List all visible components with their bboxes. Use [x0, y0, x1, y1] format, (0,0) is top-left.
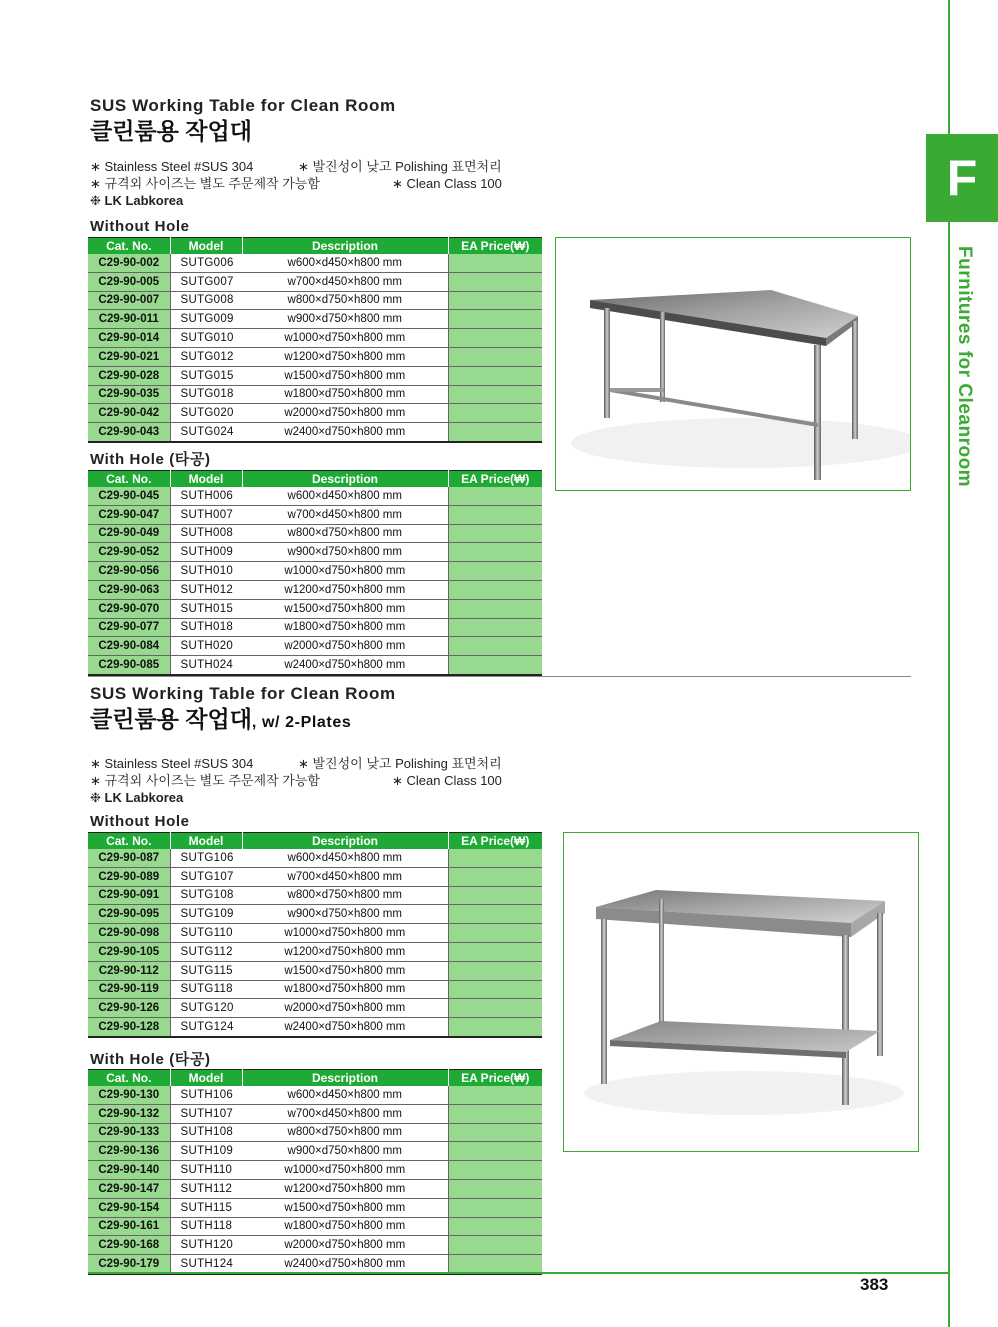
price-cell [448, 942, 542, 961]
table-header-row [88, 833, 542, 850]
model-cell: SUTH007 [170, 505, 242, 524]
header-price: EA Price(₩) [448, 1070, 542, 1087]
price-cell [448, 272, 542, 291]
model-cell: SUTH118 [170, 1217, 242, 1236]
price-cell [448, 254, 542, 272]
price-cell [448, 999, 542, 1018]
cat-no-cell: C29-90-077 [88, 618, 170, 637]
header-cat-no: Cat. No. [88, 833, 170, 850]
cat-no-cell: C29-90-005 [88, 272, 170, 291]
subtitle-with-hole: With Hole (타공) [90, 451, 211, 468]
model-cell: SUTG110 [170, 924, 242, 943]
product-photo-table-2-plates [563, 832, 919, 1152]
price-cell [448, 291, 542, 310]
chapter-tab [926, 134, 998, 222]
model-cell: SUTH020 [170, 637, 242, 656]
cat-no-cell: C29-90-147 [88, 1179, 170, 1198]
header-description: Description [242, 238, 448, 255]
header-price: EA Price(₩) [448, 471, 542, 488]
table-row [88, 580, 542, 599]
price-cell [448, 524, 542, 543]
price-cell [448, 961, 542, 980]
cat-no-cell: C29-90-052 [88, 543, 170, 562]
cat-no-cell: C29-90-140 [88, 1161, 170, 1180]
description-cell: w900×d750×h800 mm [242, 905, 448, 924]
table-row [88, 272, 542, 291]
section-separator [88, 676, 911, 677]
cat-no-cell: C29-90-042 [88, 404, 170, 423]
table-row [88, 1142, 542, 1161]
model-cell: SUTH107 [170, 1104, 242, 1123]
page-number: 383 [860, 1275, 889, 1294]
cat-no-cell: C29-90-035 [88, 385, 170, 404]
section-header-1 [90, 96, 530, 209]
cat-no-cell: C29-90-087 [88, 849, 170, 867]
note-material: ∗ Stainless Steel #SUS 304 [90, 756, 254, 771]
description-cell: w600×d450×h800 mm [242, 487, 448, 505]
description-cell: w600×d450×h800 mm [242, 849, 448, 867]
table-row [88, 291, 542, 310]
cat-no-cell: C29-90-161 [88, 1217, 170, 1236]
description-cell: w1000×d750×h800 mm [242, 924, 448, 943]
section-title-suffix: , w/ 2-Plates [251, 714, 352, 731]
table-row [88, 618, 542, 637]
table-row [88, 1018, 542, 1037]
price-cell [448, 980, 542, 999]
price-cell [448, 1104, 542, 1123]
note-material: ∗ Stainless Steel #SUS 304 [90, 159, 254, 174]
table-row [88, 1086, 542, 1104]
cat-no-cell: C29-90-028 [88, 366, 170, 385]
description-cell: w1800×d750×h800 mm [242, 1217, 448, 1236]
table-row [88, 1123, 542, 1142]
description-cell: w1500×d750×h800 mm [242, 961, 448, 980]
table-row [88, 505, 542, 524]
description-cell: w1800×d750×h800 mm [242, 385, 448, 404]
price-cell [448, 1018, 542, 1037]
table-row [88, 1179, 542, 1198]
model-cell: SUTH024 [170, 656, 242, 675]
description-cell: w600×d450×h800 mm [242, 1086, 448, 1104]
price-cell [448, 347, 542, 366]
table-row [88, 366, 542, 385]
model-cell: SUTH009 [170, 543, 242, 562]
table-row [88, 543, 542, 562]
table-row [88, 1161, 542, 1180]
price-cell [448, 905, 542, 924]
cat-no-cell: C29-90-084 [88, 637, 170, 656]
header-model: Model [170, 471, 242, 488]
section-title-ko-text: 클린룸용 작업대 [90, 118, 252, 144]
table-row [88, 562, 542, 581]
chapter-letter: F [946, 150, 978, 206]
cat-no-cell: C29-90-045 [88, 487, 170, 505]
cat-no-cell: C29-90-021 [88, 347, 170, 366]
price-cell [448, 385, 542, 404]
header-model: Model [170, 833, 242, 850]
model-cell: SUTG112 [170, 942, 242, 961]
description-cell: w1000×d750×h800 mm [242, 562, 448, 581]
price-cell [448, 487, 542, 505]
price-cell [448, 1179, 542, 1198]
cat-no-cell: C29-90-136 [88, 1142, 170, 1161]
spec-table [88, 237, 542, 443]
cat-no-cell: C29-90-011 [88, 310, 170, 329]
note-polishing: ∗ 발진성이 낮고 Polishing 표면처리 [298, 159, 502, 174]
description-cell: w800×d750×h800 mm [242, 886, 448, 905]
model-cell: SUTG007 [170, 272, 242, 291]
table-header-row [88, 1070, 542, 1087]
cat-no-cell: C29-90-168 [88, 1236, 170, 1255]
cat-no-cell: C29-90-047 [88, 505, 170, 524]
description-cell: w700×d450×h800 mm [242, 505, 448, 524]
cat-no-cell: C29-90-007 [88, 291, 170, 310]
note-clean-class: ∗ Clean Class 100 [392, 176, 502, 191]
model-cell: SUTH008 [170, 524, 242, 543]
description-cell: w1800×d750×h800 mm [242, 980, 448, 999]
header-cat-no: Cat. No. [88, 1070, 170, 1087]
model-cell: SUTG108 [170, 886, 242, 905]
header-model: Model [170, 1070, 242, 1087]
description-cell: w900×d750×h800 mm [242, 543, 448, 562]
table-row [88, 1236, 542, 1255]
cat-no-cell: C29-90-154 [88, 1198, 170, 1217]
cat-no-cell: C29-90-098 [88, 924, 170, 943]
model-cell: SUTG118 [170, 980, 242, 999]
chapter-title [942, 246, 986, 526]
product-photo-table [555, 237, 911, 491]
model-cell: SUTH006 [170, 487, 242, 505]
model-cell: SUTG115 [170, 961, 242, 980]
price-cell [448, 1198, 542, 1217]
description-cell: w1800×d750×h800 mm [242, 618, 448, 637]
model-cell: SUTH106 [170, 1086, 242, 1104]
spec-table [88, 832, 542, 1038]
cat-no-cell: C29-90-089 [88, 867, 170, 886]
cat-no-cell: C29-90-119 [88, 980, 170, 999]
table-row [88, 599, 542, 618]
model-cell: SUTG009 [170, 310, 242, 329]
model-cell: SUTH018 [170, 618, 242, 637]
header-description: Description [242, 1070, 448, 1087]
model-cell: SUTG008 [170, 291, 242, 310]
section-title-en: SUS Working Table for Clean Room [90, 684, 396, 703]
note-clean-class: ∗ Clean Class 100 [392, 773, 502, 788]
description-cell: w1200×d750×h800 mm [242, 1179, 448, 1198]
table-row [88, 980, 542, 999]
price-cell [448, 329, 542, 348]
table-row [88, 1217, 542, 1236]
table-row [88, 329, 542, 348]
price-cell [448, 599, 542, 618]
table-row [88, 656, 542, 675]
model-cell: SUTH112 [170, 1179, 242, 1198]
description-cell: w1000×d750×h800 mm [242, 1161, 448, 1180]
feature-notes [90, 755, 530, 806]
table-row [88, 905, 542, 924]
price-cell [448, 637, 542, 656]
table-row [88, 385, 542, 404]
model-cell: SUTG010 [170, 329, 242, 348]
footer-rule [88, 1272, 950, 1274]
section-title-ko [90, 704, 530, 736]
model-cell: SUTG024 [170, 423, 242, 442]
description-cell: w1200×d750×h800 mm [242, 347, 448, 366]
table-header-row [88, 471, 542, 488]
description-cell: w1500×d750×h800 mm [242, 366, 448, 385]
cat-no-cell: C29-90-128 [88, 1018, 170, 1037]
model-cell: SUTH109 [170, 1142, 242, 1161]
description-cell: w1500×d750×h800 mm [242, 599, 448, 618]
section-header-2 [90, 684, 530, 806]
description-cell: w700×d450×h800 mm [242, 272, 448, 291]
model-cell: SUTH120 [170, 1236, 242, 1255]
table-row [88, 849, 542, 867]
subtitle-with-hole: With Hole (타공) [90, 1051, 211, 1068]
price-cell [448, 580, 542, 599]
price-cell [448, 1161, 542, 1180]
price-cell [448, 404, 542, 423]
model-cell: SUTH012 [170, 580, 242, 599]
description-cell: w600×d450×h800 mm [242, 254, 448, 272]
description-cell: w800×d750×h800 mm [242, 1123, 448, 1142]
section-title-ko-text: 클린룸용 작업대 [90, 706, 252, 732]
table-header-row [88, 238, 542, 255]
price-cell [448, 886, 542, 905]
cat-no-cell: C29-90-091 [88, 886, 170, 905]
table-row [88, 524, 542, 543]
header-model: Model [170, 238, 242, 255]
table-row [88, 423, 542, 442]
model-cell: SUTG120 [170, 999, 242, 1018]
table-row [88, 487, 542, 505]
table-row [88, 404, 542, 423]
price-cell [448, 618, 542, 637]
model-cell: SUTG012 [170, 347, 242, 366]
section-title-ko [90, 116, 530, 148]
table-row [88, 942, 542, 961]
table-row [88, 254, 542, 272]
cat-no-cell: C29-90-126 [88, 999, 170, 1018]
model-cell: SUTH015 [170, 599, 242, 618]
model-cell: SUTH110 [170, 1161, 242, 1180]
cat-no-cell: C29-90-179 [88, 1255, 170, 1274]
price-cell [448, 423, 542, 442]
subtitle-without-hole: Without Hole [90, 218, 190, 235]
cat-no-cell: C29-90-056 [88, 562, 170, 581]
price-cell [448, 366, 542, 385]
cat-no-cell: C29-90-063 [88, 580, 170, 599]
header-cat-no: Cat. No. [88, 238, 170, 255]
header-price: EA Price(₩) [448, 833, 542, 850]
table-row [88, 961, 542, 980]
description-cell: w900×d750×h800 mm [242, 310, 448, 329]
note-custom-size: ∗ 규격외 사이즈는 별도 주문제작 가능함 [90, 773, 320, 788]
description-cell: w1200×d750×h800 mm [242, 942, 448, 961]
description-cell: w700×d450×h800 mm [242, 1104, 448, 1123]
table-row [88, 999, 542, 1018]
table-row [88, 1104, 542, 1123]
model-cell: SUTH010 [170, 562, 242, 581]
description-cell: w1200×d750×h800 mm [242, 580, 448, 599]
cat-no-cell: C29-90-105 [88, 942, 170, 961]
description-cell: w800×d750×h800 mm [242, 524, 448, 543]
model-cell: SUTH124 [170, 1255, 242, 1274]
price-cell [448, 562, 542, 581]
description-cell: w1500×d750×h800 mm [242, 1198, 448, 1217]
table-row [88, 310, 542, 329]
cat-no-cell: C29-90-014 [88, 329, 170, 348]
cat-no-cell: C29-90-043 [88, 423, 170, 442]
price-cell [448, 505, 542, 524]
price-cell [448, 543, 542, 562]
model-cell: SUTH108 [170, 1123, 242, 1142]
header-description: Description [242, 471, 448, 488]
spec-table [88, 1069, 542, 1275]
brand-label: ❉ LK Labkorea [90, 193, 184, 208]
price-cell [448, 310, 542, 329]
description-cell: w900×d750×h800 mm [242, 1142, 448, 1161]
table-row [88, 867, 542, 886]
brand-label: ❉ LK Labkorea [90, 790, 184, 805]
cat-no-cell: C29-90-130 [88, 1086, 170, 1104]
cat-no-cell: C29-90-095 [88, 905, 170, 924]
description-cell: w2400×d750×h800 mm [242, 1018, 448, 1037]
description-cell: w1000×d750×h800 mm [242, 329, 448, 348]
price-cell [448, 1123, 542, 1142]
feature-notes [90, 158, 530, 209]
cat-no-cell: C29-90-112 [88, 961, 170, 980]
price-cell [448, 1217, 542, 1236]
model-cell: SUTG107 [170, 867, 242, 886]
section-title-en: SUS Working Table for Clean Room [90, 96, 396, 115]
table-row [88, 1198, 542, 1217]
description-cell: w2400×d750×h800 mm [242, 656, 448, 675]
cat-no-cell: C29-90-070 [88, 599, 170, 618]
cat-no-cell: C29-90-132 [88, 1104, 170, 1123]
description-cell: w800×d750×h800 mm [242, 291, 448, 310]
cat-no-cell: C29-90-002 [88, 254, 170, 272]
model-cell: SUTG020 [170, 404, 242, 423]
table-row [88, 924, 542, 943]
price-cell [448, 1142, 542, 1161]
header-cat-no: Cat. No. [88, 471, 170, 488]
model-cell: SUTG124 [170, 1018, 242, 1037]
header-price: EA Price(₩) [448, 238, 542, 255]
model-cell: SUTG109 [170, 905, 242, 924]
table-row [88, 886, 542, 905]
model-cell: SUTG006 [170, 254, 242, 272]
description-cell: w2400×d750×h800 mm [242, 1255, 448, 1274]
price-cell [448, 1236, 542, 1255]
steel-table-illustration [556, 238, 910, 490]
price-cell [448, 924, 542, 943]
description-cell: w2000×d750×h800 mm [242, 637, 448, 656]
chapter-title-text: Furnitures for Cleanroom [954, 246, 975, 488]
description-cell: w2000×d750×h800 mm [242, 1236, 448, 1255]
cat-no-cell: C29-90-049 [88, 524, 170, 543]
price-cell [448, 656, 542, 675]
model-cell: SUTG015 [170, 366, 242, 385]
price-cell [448, 1086, 542, 1104]
price-cell [448, 849, 542, 867]
subtitle-without-hole: Without Hole [90, 813, 190, 830]
table-row [88, 637, 542, 656]
cat-no-cell: C29-90-133 [88, 1123, 170, 1142]
table-row [88, 347, 542, 366]
model-cell: SUTG106 [170, 849, 242, 867]
price-cell [448, 867, 542, 886]
description-cell: w2400×d750×h800 mm [242, 423, 448, 442]
model-cell: SUTG018 [170, 385, 242, 404]
description-cell: w2000×d750×h800 mm [242, 999, 448, 1018]
cat-no-cell: C29-90-085 [88, 656, 170, 675]
note-custom-size: ∗ 규격외 사이즈는 별도 주문제작 가능함 [90, 176, 320, 191]
header-description: Description [242, 833, 448, 850]
spec-table [88, 470, 542, 676]
note-polishing: ∗ 발진성이 낮고 Polishing 표면처리 [298, 756, 502, 771]
description-cell: w700×d450×h800 mm [242, 867, 448, 886]
steel-table-2-plates-illustration [564, 833, 918, 1151]
model-cell: SUTH115 [170, 1198, 242, 1217]
description-cell: w2000×d750×h800 mm [242, 404, 448, 423]
